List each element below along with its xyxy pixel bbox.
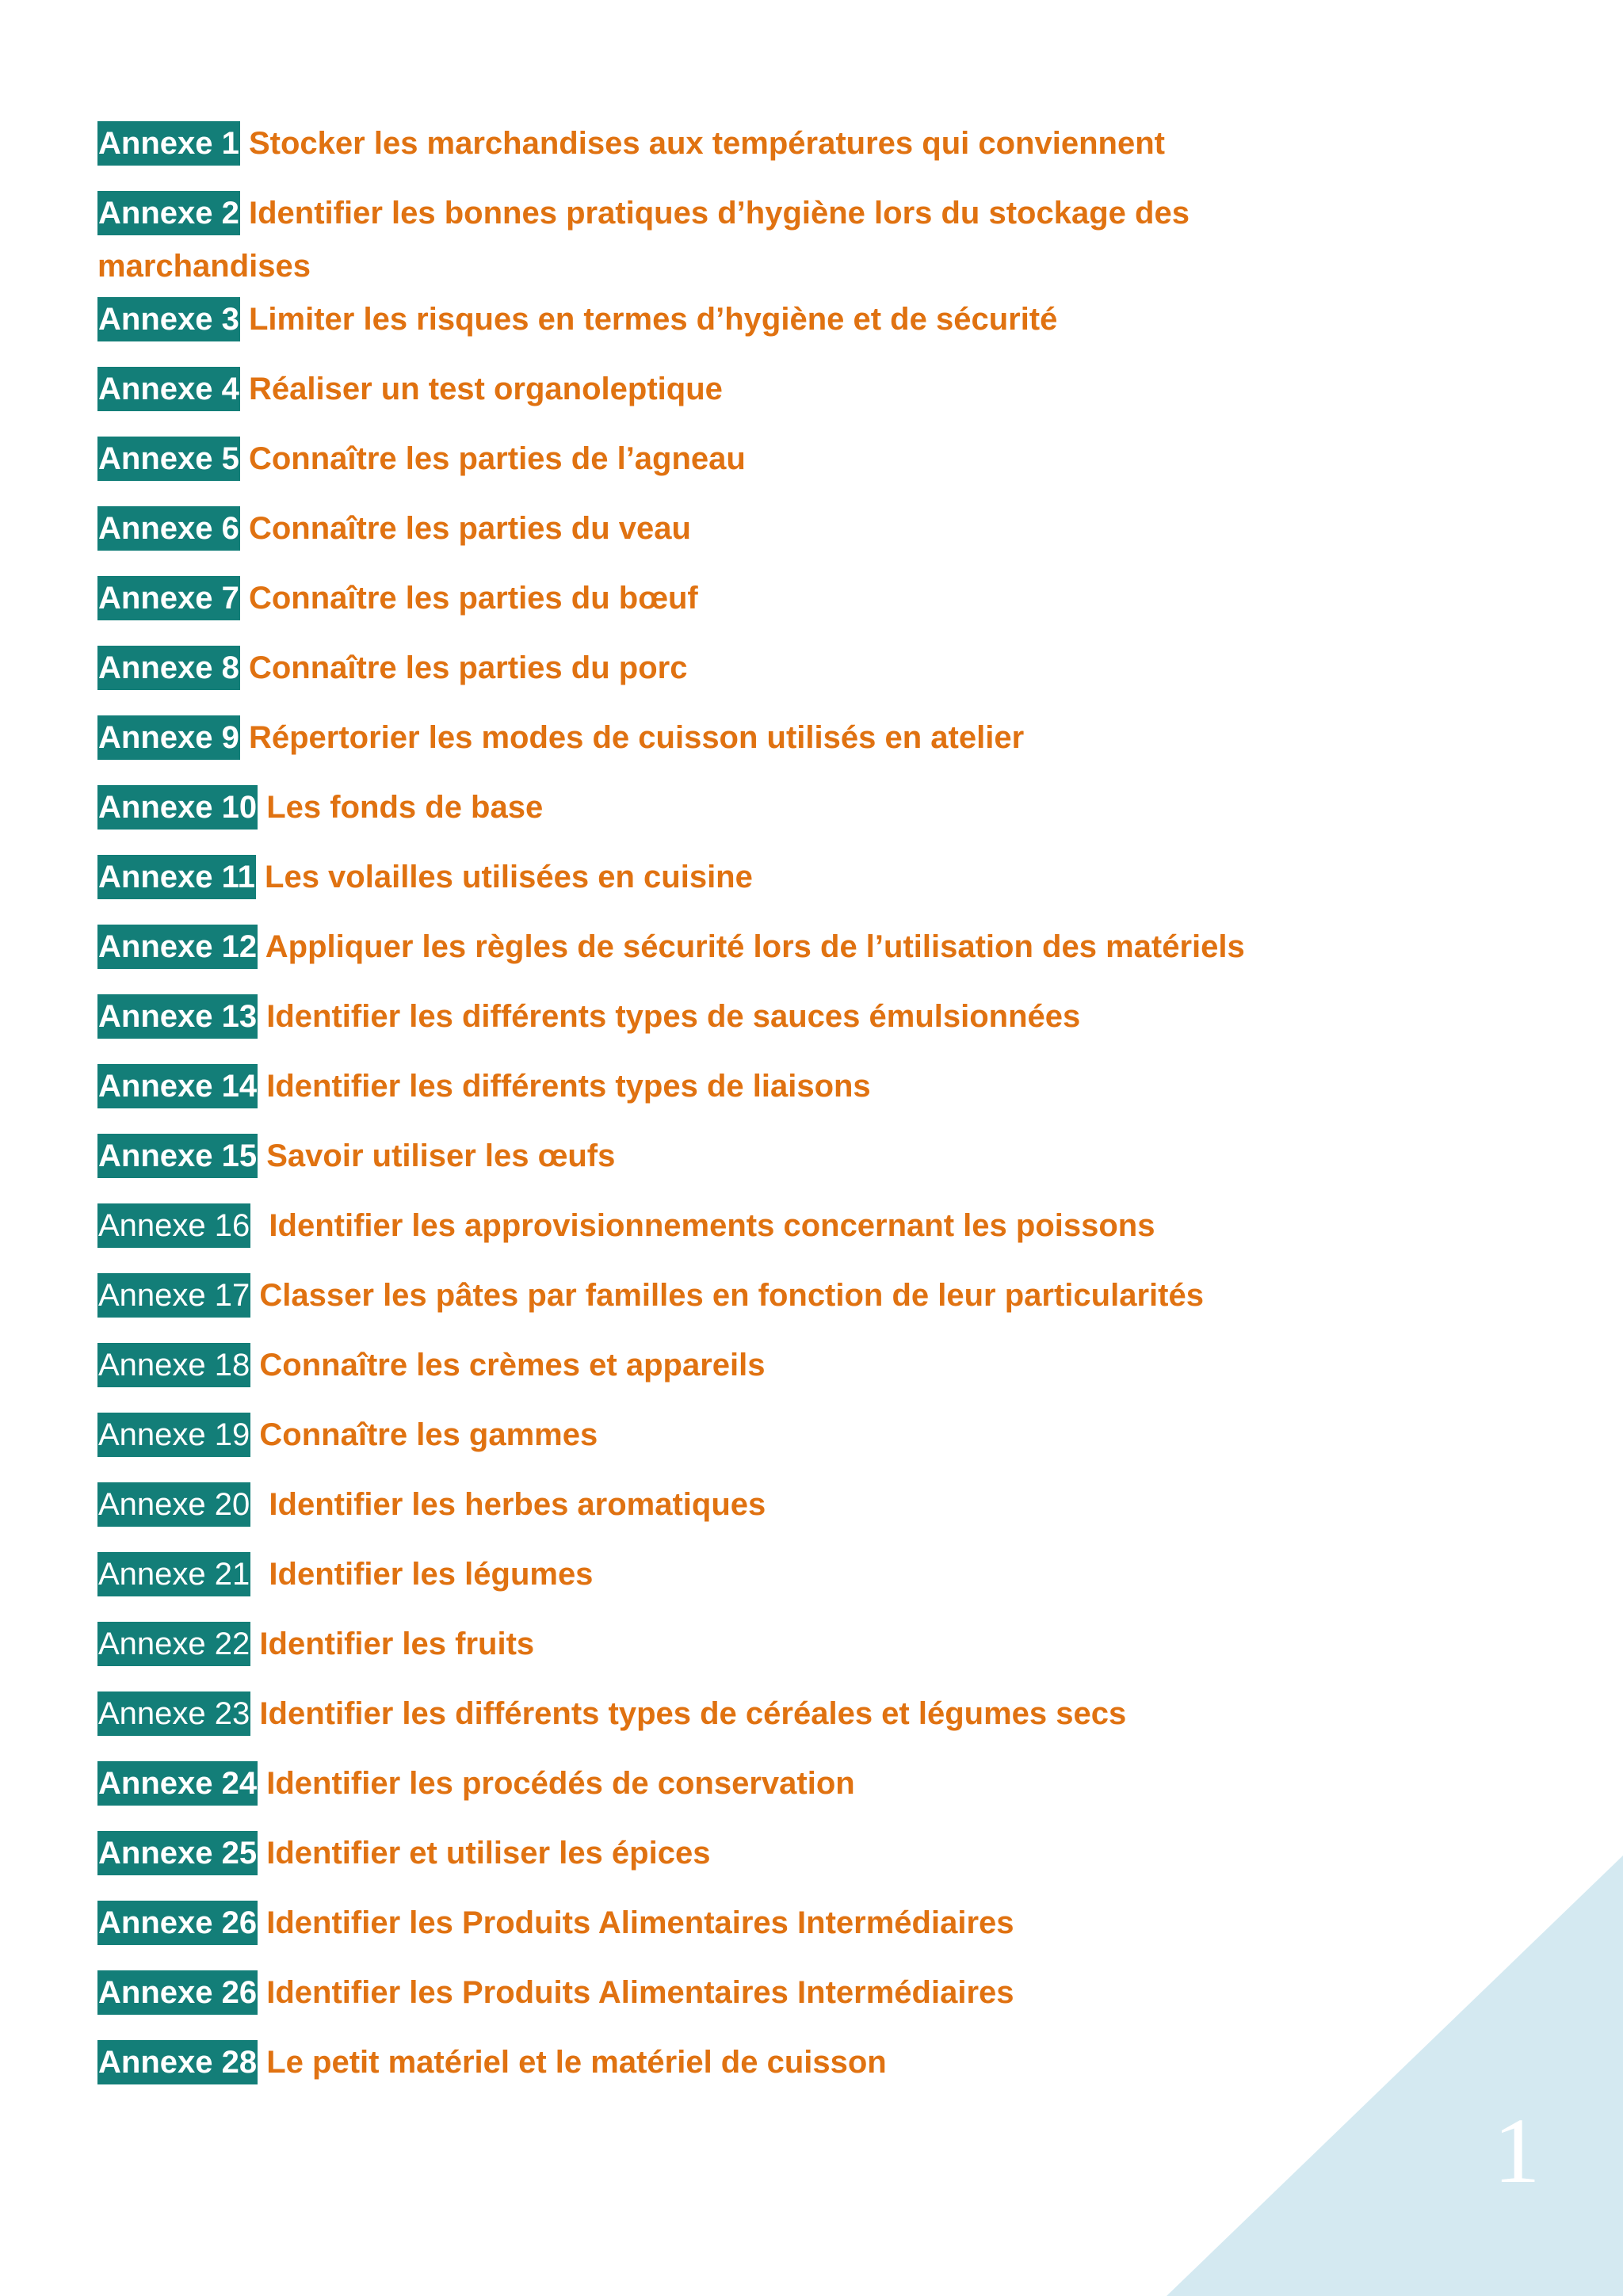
annex-title: Limiter les risques en termes d’hygiène et de sécurité (248, 302, 1058, 337)
annex-title: Identifier les Produits Alimentaires Intermédiaires (266, 1905, 1014, 1940)
annex-entry (97, 1827, 1397, 1880)
annex-title: Connaître les crèmes et appareils (259, 1348, 766, 1383)
annex-entry (97, 363, 1397, 416)
annex-title: Identifier les Produits Alimentaires Intermédiaires (266, 1975, 1014, 2010)
annex-entry (97, 1548, 1397, 1601)
annex-label-badge: Annexe 10 (97, 785, 258, 830)
annex-entry (97, 117, 1397, 170)
annex-label-badge: Annexe 11 (97, 855, 256, 899)
annex-title: Connaître les parties du bœuf (248, 581, 698, 616)
annex-title: Identifier les fruits (259, 1627, 535, 1661)
annex-title: Connaître les parties de l’agneau (248, 441, 746, 476)
annex-title: Réaliser un test organoleptique (248, 372, 723, 406)
annex-entry (97, 502, 1397, 555)
annex-entry (97, 1688, 1397, 1741)
annex-label-badge: Annexe 13 (97, 994, 258, 1039)
annex-label-badge: Annexe 5 (97, 437, 240, 481)
annex-title: Le petit matériel et le matériel de cuisson (266, 2045, 887, 2080)
annex-title: Les fonds de base (266, 790, 544, 825)
annex-title: Identifier les différents types de céréales et légumes secs (259, 1696, 1127, 1731)
annex-entry (97, 711, 1397, 765)
annex-label-badge: Annexe 19 (97, 1413, 250, 1457)
annex-entry (97, 921, 1397, 974)
annex-entry (97, 1409, 1397, 1462)
annex-entry (97, 851, 1397, 904)
annex-label-badge: Annexe 28 (97, 2040, 258, 2084)
annex-label-badge: Annexe 14 (97, 1064, 258, 1108)
annex-entry (97, 1897, 1397, 1950)
annex-entry (97, 1478, 1397, 1531)
annex-title: Identifier et utiliser les épices (266, 1836, 711, 1871)
annex-entry (97, 990, 1397, 1043)
annex-label-badge: Annexe 9 (97, 715, 240, 760)
annex-label-badge: Annexe 4 (97, 367, 240, 411)
annex-title: Les volailles utilisées en cuisine (265, 860, 753, 894)
annex-title: Appliquer les règles de sécurité lors de l’utilisation des matériels (265, 929, 1245, 964)
annex-entry (97, 642, 1397, 695)
annex-label-badge: Annexe 26 (97, 1970, 258, 2015)
annex-label-badge: Annexe 26 (97, 1901, 258, 1945)
annex-entry (97, 1339, 1397, 1392)
annex-title: Identifier les différents types de liaisons (266, 1069, 871, 1104)
annex-label-badge: Annexe 7 (97, 576, 240, 620)
annex-label-badge: Annexe 25 (97, 1831, 258, 1875)
annex-entry (97, 1966, 1397, 2019)
annex-label-badge: Annexe 12 (97, 925, 258, 969)
annex-label-badge: Annexe 8 (97, 646, 240, 690)
annex-title: Savoir utiliser les œufs (266, 1138, 616, 1173)
annex-label-badge: Annexe 20 (97, 1482, 250, 1527)
annex-entry (97, 1618, 1397, 1671)
annex-title: Identifier les différents types de sauces émulsionnées (266, 999, 1081, 1034)
annex-title: Classer les pâtes par familles en fonction de leur particularités (259, 1278, 1204, 1313)
annex-title: Répertorier les modes de cuisson utilisés en atelier (248, 720, 1025, 755)
annex-entry (97, 1757, 1397, 1810)
annex-label-badge: Annexe 15 (97, 1134, 258, 1178)
annex-entry (97, 781, 1397, 834)
annex-label-badge: Annexe 21 (97, 1552, 250, 1596)
annex-entry (97, 187, 1397, 293)
annex-title: Identifier les bonnes pratiques d’hygiène lors du stockage des marchandises (97, 196, 1190, 284)
annex-label-badge: Annexe 2 (97, 191, 240, 235)
annex-label-badge: Annexe 3 (97, 297, 240, 341)
annex-entry (97, 1199, 1397, 1253)
annex-label-badge: Annexe 1 (97, 121, 240, 166)
annex-title: Connaître les parties du veau (248, 511, 691, 546)
annex-title: Identifier les procédés de conservation (266, 1766, 855, 1801)
annex-label-badge: Annexe 24 (97, 1761, 258, 1806)
annex-list (97, 117, 1556, 2106)
page-number: 1 (1493, 2099, 1541, 2203)
annex-entry (97, 433, 1397, 486)
annex-entry (97, 1060, 1397, 1113)
annex-label-badge: Annexe 6 (97, 506, 240, 551)
annex-label-badge: Annexe 23 (97, 1691, 250, 1736)
annex-entry (97, 2036, 1397, 2089)
annex-title: Identifier les légumes (269, 1557, 594, 1592)
annex-entry (97, 1130, 1397, 1183)
annex-entry (97, 293, 1397, 346)
annex-entry (97, 1269, 1397, 1322)
annex-label-badge: Annexe 16 (97, 1203, 250, 1248)
annex-title: Identifier les herbes aromatiques (269, 1487, 766, 1522)
annex-title: Stocker les marchandises aux températures qui conviennent (248, 126, 1165, 161)
annex-title: Connaître les parties du porc (248, 650, 688, 685)
annex-label-badge: Annexe 18 (97, 1343, 250, 1387)
annex-title: Identifier les approvisionnements concernant les poissons (269, 1208, 1155, 1243)
annex-title: Connaître les gammes (259, 1417, 598, 1452)
annex-label-badge: Annexe 17 (97, 1273, 250, 1318)
annex-label-badge: Annexe 22 (97, 1622, 250, 1666)
annex-entry (97, 572, 1397, 625)
